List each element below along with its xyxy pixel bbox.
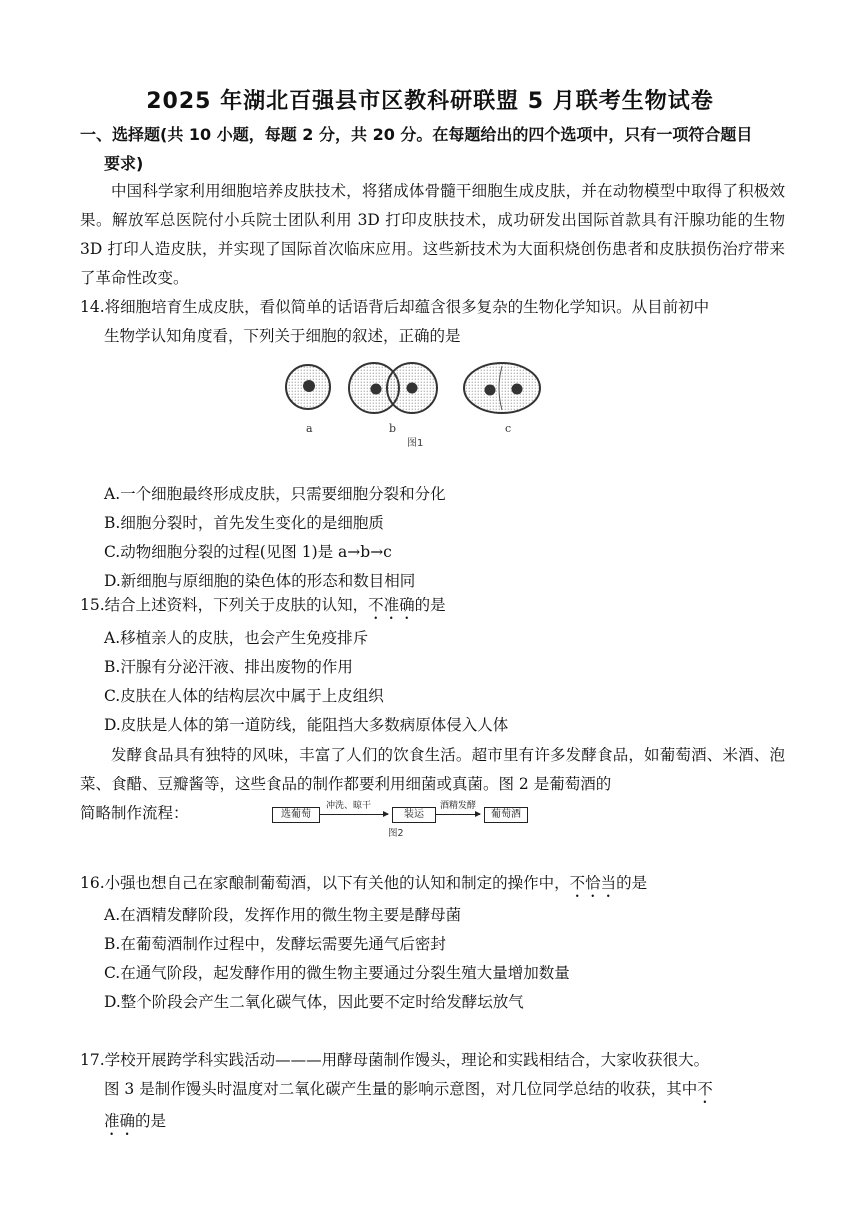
figure-1-caption: 图1: [407, 438, 424, 449]
cell-a: [286, 365, 330, 409]
question-17-emphasis-1: 不: [697, 1080, 713, 1098]
flow-arrow-label-wash: 冲洗、晾干: [326, 801, 372, 811]
question-15-option-d: D.皮肤是人体的第一道防线，能阻挡大多数病原体侵入人体: [104, 716, 509, 734]
question-16-emphasis: 不恰当: [569, 874, 617, 892]
section-heading-line1: 一、选择题(共 10 小题，每题 2 分，共 20 分。在每题给出的四个选项中，只有一项符合题目: [80, 125, 753, 144]
question-15-stem: [80, 591, 790, 623]
question-17-line2: [80, 1075, 790, 1107]
question-16-option-c: C.在通气阶段，起发酵作用的微生物主要通过分裂生殖大量增加数量: [104, 964, 570, 982]
question-15-prefix: 15.结合上述资料，下列关于皮肤的认知，: [80, 596, 369, 614]
passage-fermented-food-tail: 简略制作流程：: [80, 804, 189, 822]
question-17-line1: 17.学校开展跨学科实践活动———用酵母菌制作馒头，理论和实践相结合，大家收获很大。: [80, 1051, 710, 1069]
passage-skin-technology: 中国科学家利用细胞培养皮肤技术，将猪成体骨髓干细胞生成皮肤，并在动物模型中取得了积极效果。解放军总医院付小兵院士团队利用 3D 打印皮肤技术，成功研发出国际首款具有汗腺功能的生物 3D 打印人造皮肤，并实现了国际首次临床应用。这些新技术为大面积烧创伤患者和皮肤损伤治疗带来了革命性改变。: [80, 182, 785, 287]
question-16-option-a: A.在酒精发酵阶段，发挥作用的微生物主要是酵母菌: [104, 906, 462, 924]
cell-c: [464, 363, 540, 413]
flow-step-load: 装运: [392, 807, 436, 823]
flow-step-select-grapes: 选葡萄: [272, 807, 320, 823]
question-15-option-a: A.移植亲人的皮肤，也会产生免疫排斥: [104, 629, 369, 647]
question-17-line3-suffix: 的是: [135, 1112, 167, 1130]
question-16-suffix: 的是: [616, 874, 648, 892]
section-heading: [80, 120, 785, 178]
question-15-suffix: 的是: [414, 596, 446, 614]
section-heading-line2: 要求): [104, 154, 144, 173]
cell-b: [349, 363, 437, 413]
question-16-option-d: D.整个阶段会产生二氧化碳气体，因此要不定时给发酵坛放气: [104, 993, 524, 1011]
question-14-line1: 14.将细胞培育生成皮肤，看似简单的话语背后却蕴含很多复杂的生物化学知识。从目前初中: [80, 298, 710, 316]
question-14-stem: [80, 293, 790, 351]
question-16-prefix: 16.小强也想自己在家酿制葡萄酒，以下有关他的认知和制定的操作中，: [80, 874, 570, 892]
question-15-option-c: C.皮肤在人体的结构层次中属于上皮组织: [104, 687, 384, 705]
question-17-emphasis-2: 准确: [104, 1112, 136, 1130]
question-14-option-c: C.动物细胞分裂的过程(见图 1)是 a→b→c: [104, 543, 392, 561]
figure-1-label-c: c: [505, 422, 512, 435]
exam-title: 2025 年湖北百强县市区教科研联盟 5 月联考生物试卷: [146, 89, 714, 114]
figure-1-cell-division: [270, 360, 570, 450]
figure-2-caption: 图2: [388, 828, 404, 839]
question-14-option-d: D.新细胞与原细胞的染色体的形态和数目相同: [104, 572, 416, 590]
question-17-stem: [80, 1046, 790, 1139]
figure-1-label-b: b: [389, 422, 397, 435]
question-16-option-b: B.在葡萄酒制作过程中，发酵坛需要先通气后密封: [104, 935, 446, 953]
question-14-option-a: A.一个细胞最终形成皮肤，只需要细胞分裂和分化: [104, 485, 446, 503]
flow-arrow-label-ferment: 酒精发酵: [440, 801, 477, 811]
figure-2-flowchart: [270, 803, 530, 839]
flow-step-wine: 葡萄酒: [484, 807, 528, 823]
passage-fermented-food-text: 发酵食品具有独特的风味，丰富了人们的饮食生活。超市里有许多发酵食品，如葡萄酒、米酒、泡菜、食醋、豆瓣酱等，这些食品的制作都要利用细菌或真菌。图 2 是葡萄酒的: [80, 746, 785, 793]
flow-arrow-1: [320, 814, 388, 815]
question-15-emphasis: 不准确: [368, 596, 415, 614]
passage-fermented-food: [80, 741, 785, 799]
question-17-line2-text: 图 3 是制作馒头时温度对二氧化碳产生量的影响示意图，对几位同学总结的收获，其中: [104, 1080, 698, 1098]
figure-1-label-a: a: [306, 422, 313, 435]
question-14-option-b: B.细胞分裂时，首先发生变化的是细胞质: [104, 514, 384, 532]
question-14-line2: 生物学认知角度看，下列关于细胞的叙述，正确的是: [104, 327, 461, 345]
question-15-option-b: B.汗腺有分泌汗液、排出废物的作用: [104, 658, 353, 676]
flow-arrow-2: [436, 814, 480, 815]
question-17-line3: [80, 1107, 790, 1139]
question-16-stem: [80, 869, 790, 901]
